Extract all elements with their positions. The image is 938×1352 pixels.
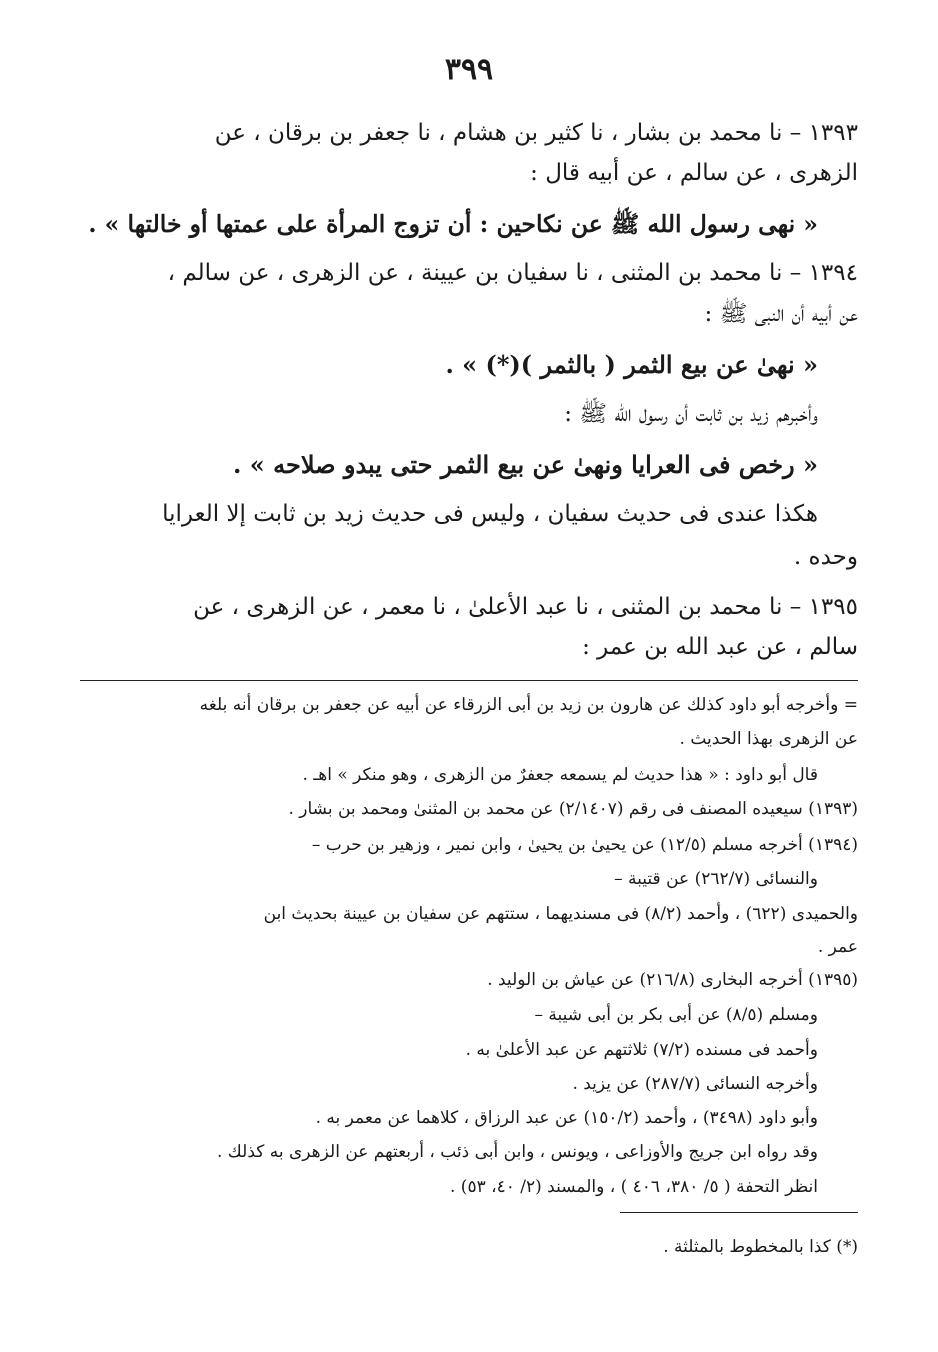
footnote-line: والنسائى (٢٦٢/٧) عن قتيبة –	[614, 869, 818, 889]
footnote-line: والحميدى (٦٢٢) ، وأحمد (٨/٢) فى مسنديهما ، ستتهم عن سفيان بن عيينة بحديث ابن	[263, 904, 858, 924]
footnote-line: وأحمد فى مسنده (٧/٢) ثلاثتهم عن عبد الأعلىٰ به .	[465, 1040, 818, 1060]
hadith-1394-matn-1: « نهىٰ عن بيع الثمر ( بالثمر )(*) » .	[445, 350, 818, 379]
footnote-line: وقد رواه ابن جريج والأوزاعى ، ويونس ، وابن أبى ذئب ، أربعتهم عن الزهرى به كذلك .	[217, 1142, 818, 1162]
footnote-line: عن الزهرى بهذا الحديث .	[679, 729, 858, 749]
footnote-line: وأخرجه النسائى (٢٨٧/٧) عن يزيد .	[572, 1074, 818, 1094]
hadith-1395-line-1: ١٣٩٥ – نا محمد بن المثنى ، نا عبد الأعلىٰ ، نا معمر ، عن الزهرى ، عن	[193, 594, 858, 620]
footnote-line: = وأخرجه أبو داود كذلك عن هارون بن زيد بن أبى الزرقاء عن أبيه عن جعفر بن برقان أنه بلغه	[199, 695, 858, 715]
hadith-1394-matn-2: « رخص فى العرايا ونهىٰ عن بيع الثمر حتى يبدو صلاحه » .	[233, 450, 818, 479]
hadith-1394-line-3: وأخبرهم زيد بن ثابت أن رسول الله ﷺ :	[564, 401, 818, 427]
hadith-1394-line-1: ١٣٩٤ – نا محمد بن المثنى ، نا سفيان بن عيينة ، عن الزهرى ، عن سالم ،	[167, 260, 858, 286]
hadith-1393-line-1: ١٣٩٣ – نا محمد بن بشار ، نا كثير بن هشام ، نا جعفر بن برقان ، عن	[214, 120, 858, 146]
footnote-line: ومسلم (٨/٥) عن أبى بكر بن أبى شيبة –	[534, 1005, 818, 1025]
star-note-separator	[620, 1212, 858, 1213]
footnote-line: وأبو داود (٣٤٩٨) ، وأحمد (١٥٠/٢) عن عبد الرزاق ، كلاهما عن معمر به .	[315, 1108, 818, 1128]
footnote-line: عمر .	[817, 937, 858, 957]
hadith-1393-line-2: الزهرى ، عن سالم ، عن أبيه قال :	[530, 160, 858, 186]
star-footnote: (*) كذا بالمخطوط بالمثلثة .	[663, 1237, 858, 1257]
author-comment-line-1: هكذا عندى فى حديث سفيان ، وليس فى حديث زيد بن ثابت إلا العرايا	[162, 501, 818, 527]
footnote-line: قال أبو داود : « هذا حديث لم يسمعه جعفرٌ من الزهرى ، وهو منكر » اهـ .	[302, 765, 818, 785]
footnote-separator	[80, 680, 858, 681]
footnote-1393: (١٣٩٣) سيعيده المصنف فى رقم (٢/١٤٠٧) عن محمد بن المثنىٰ ومحمد بن بشار .	[288, 799, 858, 819]
footnote-1395: (١٣٩٥) أخرجه البخارى (٢١٦/٨) عن عياش بن الوليد .	[487, 970, 858, 990]
footnote-line: انظر التحفة ( ٥/ ٣٨٠، ٤٠٦ ) ، والمسند (٢/ ٤٠، ٥٣) .	[449, 1177, 818, 1197]
hadith-1394-line-2: عن أبيه أن النبى ﷺ :	[704, 301, 858, 327]
footnote-1394: (١٣٩٤) أخرجه مسلم (١٢/٥) عن يحيىٰ بن يحيىٰ ، وابن نمير ، وزهير بن حرب –	[311, 835, 858, 855]
hadith-1393-matn: « نهى رسول الله ﷺ عن نكاحين : أن تزوج المرأة على عمتها أو خالتها » .	[88, 210, 818, 238]
hadith-1395-line-2: سالم ، عن عبد الله بن عمر :	[582, 634, 858, 660]
page-number: ٣٩٩	[444, 52, 494, 87]
author-comment-line-2: وحده .	[793, 544, 858, 570]
